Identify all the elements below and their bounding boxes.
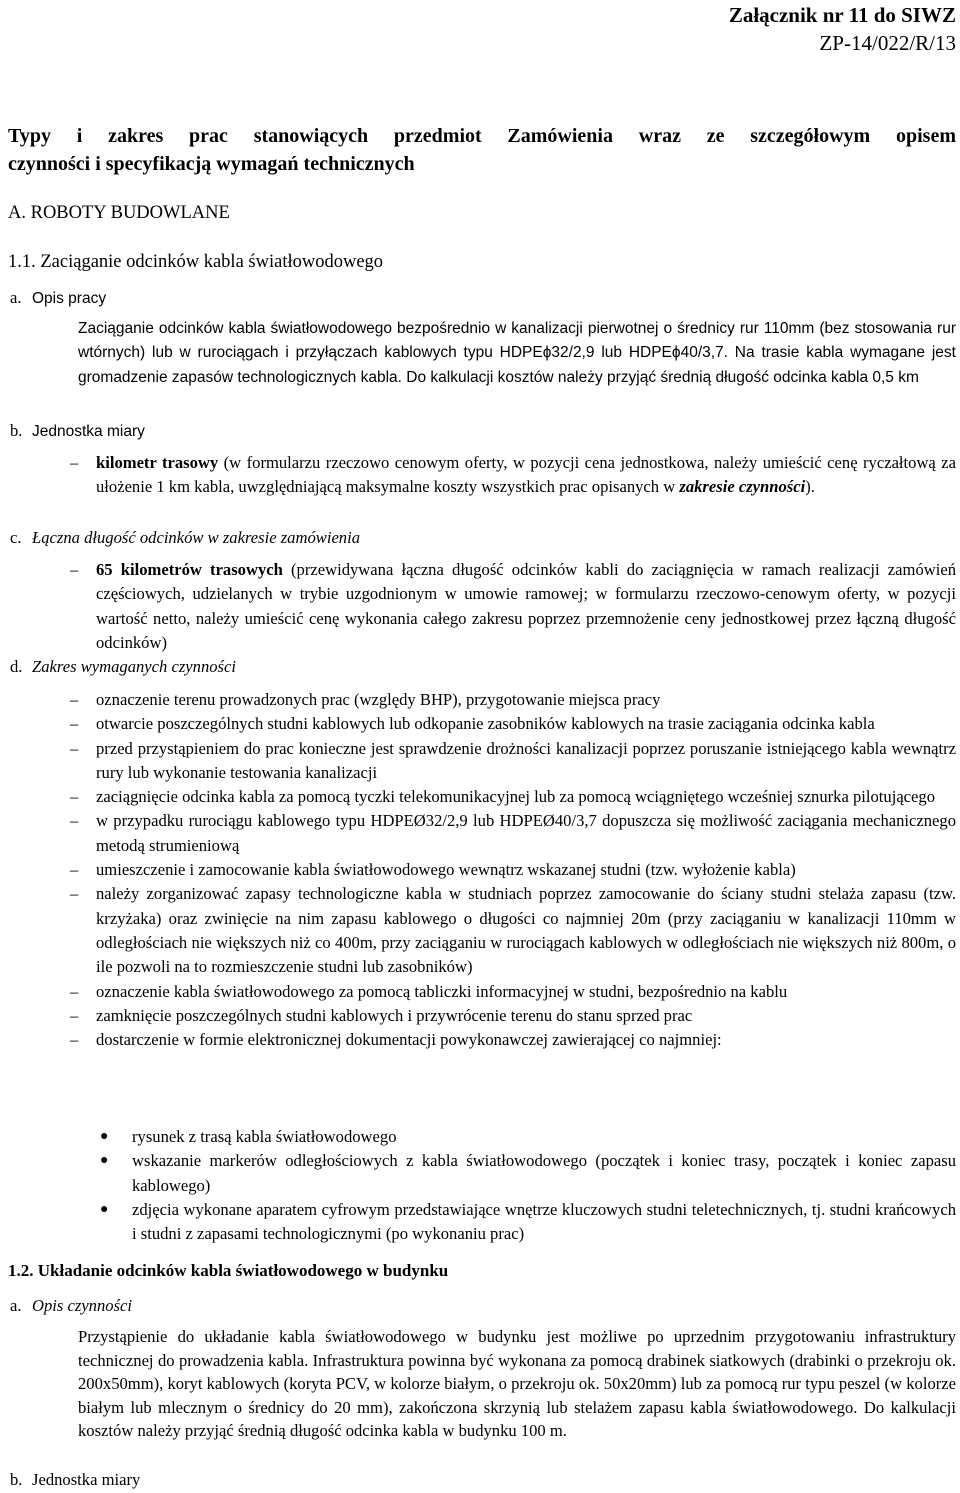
documentation-bullet-list xyxy=(100,1125,956,1246)
list-item xyxy=(70,558,956,655)
subsection-title: Jednostka miary xyxy=(32,423,145,440)
section-1-2-heading: 1.2. Układanie odcinków kabla światłowodowego w budynku xyxy=(8,1261,449,1280)
activity-text: otwarcie poszczególnych studni kablowych lub odkopanie zasobników kablowych na trasie zaciągania odcinka kabla xyxy=(96,714,875,734)
dash-marker: – xyxy=(70,981,79,1001)
bullet-marker: ● xyxy=(100,1153,109,1169)
bullet-text: zdjęcia wykonane aparatem cyfrowym przedstawiające wnętrze kluczowych studni teletechnicznych, tj. studni krańcowych i studni z zapasami technologicznymi (po wykonaniu prac) xyxy=(132,1199,956,1244)
total-length-text: (przewidywana łączna długość odcinków kabli do zaciągnięcia w ramach realizacji zamówień częściowych, udzielanych w trybie uzgodnionym w umowie ramowej; w formularzu rzeczowo-cenowym oferty, w pozycji wartość netto, należy umieścić cenę wykonania całego zakresu poprzez przemnożenie ceny jednostkowej przez łączną długość odcinków) xyxy=(96,560,956,652)
unit-end: ). xyxy=(805,477,815,497)
list-item xyxy=(70,980,956,1004)
unit-list xyxy=(70,451,956,500)
subsection-title: Opis czynności xyxy=(32,1296,133,1315)
dash-marker: – xyxy=(70,811,79,831)
list-item xyxy=(70,858,956,882)
activity-text: oznaczenie terenu prowadzonych prac (względy BHP), przygotowanie miejsca pracy xyxy=(96,690,661,709)
subsection-a-heading xyxy=(10,1294,132,1318)
subsection-letter: b. xyxy=(10,1470,23,1489)
dash-marker: – xyxy=(70,787,79,807)
list-item xyxy=(70,1004,956,1028)
dash-marker: – xyxy=(70,714,79,734)
subsection-b-heading xyxy=(10,1468,140,1492)
attachment-header xyxy=(729,2,956,58)
activity-text: oznaczenie kabla światłowodowego za pomocą tabliczki informacyjnej w studni, bezpośrednio na kablu xyxy=(96,981,788,1001)
installation-description-paragraph: Przystąpienie do układanie kabla światłowodowego w budynku jest możliwe po uprzednim przygotowaniu infrastruktury technicznej do prowadzenia kabla. Infrastruktura powinna być wykonana za pomocą drabinek siatkowych (drabinki o przekroju ok. 200x50mm), koryt kablowych (koryta PCV, w kolorze białym, o przekroju ok. 50x20mm) lub za pomocą rur typu peszel (w kolorze białym lub mlecznym o średnicy do 20 mm), zakończona skrzynią lub stelażem zapasu kabla światłowodowego. Do kalkulacji kosztów należy przyjąć średnią długość odcinka kabla w budynku 100 m. xyxy=(78,1327,956,1441)
subsection-letter: a. xyxy=(10,1296,22,1315)
subsection-title: Jednostka miary xyxy=(32,1470,141,1489)
subsection-title: Łączna długość odcinków w zakresie zamówienia xyxy=(32,528,361,547)
unit-emphasis: zakresie czynności xyxy=(679,477,806,497)
dash-marker: – xyxy=(70,738,79,758)
bullet-marker: ● xyxy=(100,1129,109,1144)
total-length-list xyxy=(70,558,956,655)
unit-term: kilometr trasowy xyxy=(96,453,219,472)
document-title xyxy=(8,122,956,178)
subsection-title: Zakres wymaganych czynności xyxy=(32,657,236,676)
subsection-b-heading xyxy=(10,419,145,444)
dash-marker: – xyxy=(70,560,79,579)
section-1-1-heading: 1.1. Zaciąganie odcinków kabla światłowodowego xyxy=(8,252,384,272)
list-item xyxy=(100,1198,956,1247)
bullet-marker: ● xyxy=(100,1201,109,1217)
subsection-c-heading xyxy=(10,526,360,550)
activity-text: zamknięcie poszczególnych studni kablowych i przywrócenie terenu do stanu sprzed prac xyxy=(96,1005,693,1025)
list-item xyxy=(70,712,956,736)
list-item xyxy=(100,1149,956,1198)
bullet-text: rysunek z trasą kabla światłowodowego xyxy=(132,1127,397,1146)
subsection-letter: a. xyxy=(10,288,22,307)
dash-marker: – xyxy=(70,884,79,904)
activity-text: należy zorganizować zapasy technologiczne kabla w studniach poprzez zamocowanie do ściany studni stelaża zapasu (tzw. krzyżaka) oraz zwinięcie na nim zapasu kablowego o długości co najmniej 20m (przy zaciąganiu w kanalizacji 110mm w odległościach nie większych niż co 400m, przy zaciąganiu w rurociągach kablowych w odległościach nie większych niż 800m, o ile pozwoli na to rozmieszczenie studni lub zasobników) xyxy=(96,884,956,977)
attachment-label: Załącznik nr 11 do SIWZ xyxy=(728,3,956,27)
title-line-1: Typy i zakres prac stanowiących przedmiot Zamówienia wraz ze szczegółowym opisem xyxy=(8,125,956,147)
activity-text: dostarczenie w formie elektronicznej dokumentacji powykonawczej zawierającej co najmniej: xyxy=(96,1030,722,1050)
activity-text: przed przystąpieniem do prac konieczne jest sprawdzenie drożności kanalizacji poprzez poruszanie istniejącego kabla wewnątrz rury lub wykonanie testowania kanalizacji xyxy=(96,738,956,782)
list-item xyxy=(70,737,956,786)
list-item xyxy=(70,688,956,712)
list-item xyxy=(70,809,956,858)
reference-number: ZP-14/022/R/13 xyxy=(819,31,956,55)
dash-marker: – xyxy=(70,1030,79,1050)
subsection-a-heading xyxy=(10,286,106,311)
subsection-letter: d. xyxy=(10,657,23,676)
list-item xyxy=(70,451,956,500)
list-item xyxy=(100,1125,956,1149)
work-description-paragraph: Zaciąganie odcinków kabla światłowodowego bezpośrednio w kanalizacji pierwotnej o średnicy rur 110mm (bez stosowania rur wtórnych) lub w rurociągach i przyłączach kablowych typu HDPEϕ32/2,9 lub HDPEϕ40/3,7. Na trasie kabla wymagane jest gromadzenie zapasów technologicznych kabla. Do kalkulacji kosztów należy przyjąć średnią długość odcinka kabla 0,5 km xyxy=(78,320,956,386)
section-a-heading: A. ROBOTY BUDOWLANE xyxy=(8,203,230,223)
list-item xyxy=(70,882,956,979)
activity-text: w przypadku rurociągu kablowego typu HDPEØ32/2,9 lub HDPEØ40/3,7 dopuszcza się możliwość zaciągania mechanicznego metodą strumieniową xyxy=(96,811,956,855)
subsection-d-heading xyxy=(10,655,236,679)
subsection-title: Opis pracy xyxy=(32,290,107,307)
dash-marker: – xyxy=(70,1005,79,1025)
dash-marker: – xyxy=(70,860,79,880)
bullet-text: wskazanie markerów odległościowych z kabla światłowodowego (początek i koniec trasy, początek i koniec zapasu kablowego) xyxy=(132,1151,956,1195)
subsection-letter: c. xyxy=(10,528,22,547)
dash-marker: – xyxy=(70,453,79,472)
total-length-term: 65 kilometrów trasowych xyxy=(96,560,283,579)
list-item xyxy=(70,1028,956,1052)
activities-list xyxy=(70,688,956,1052)
subsection-letter: b. xyxy=(10,421,23,440)
activity-text: umieszczenie i zamocowanie kabla światłowodowego wewnątrz wskazanej studni (tzw. wyłożenie kabla) xyxy=(96,860,796,880)
dash-marker: – xyxy=(70,690,79,709)
unit-text: (w formularzu rzeczowo cenowym oferty, w pozycji cena jednostkowa, należy umieścić cenę ryczałtową za ułożenie 1 km kabla, uwzględniającą maksymalne koszty wszystkich prac opisanych w xyxy=(96,453,956,497)
activity-text: zaciągnięcie odcinka kabla za pomocą tyczki telekomunikacyjnej lub za pomocą wciągniętego wcześniej sznurka pilotującego xyxy=(96,787,936,807)
title-line-2: czynności i specyfikacją wymagań technicznych xyxy=(8,153,415,175)
list-item xyxy=(70,785,956,809)
